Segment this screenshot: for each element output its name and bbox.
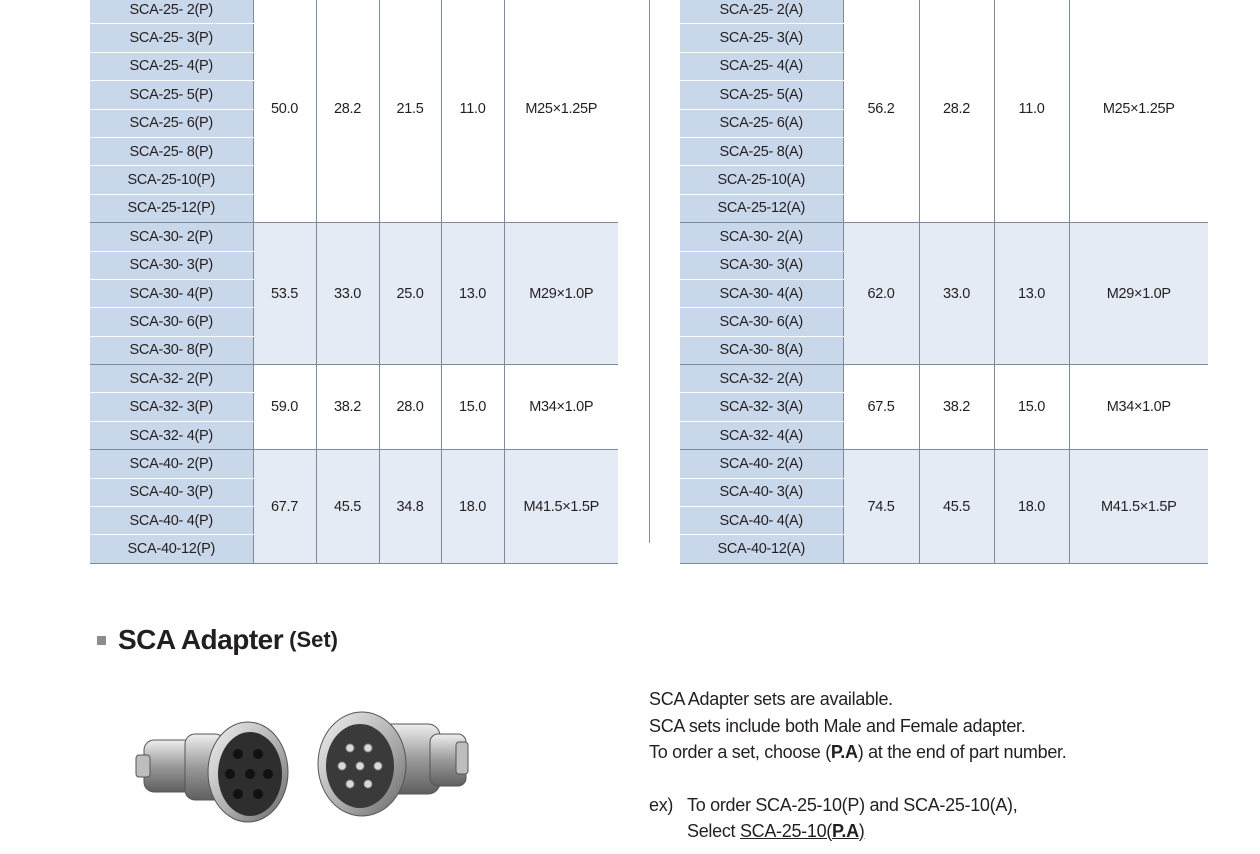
part-number-cell: SCA-25- 6(P)	[90, 109, 253, 137]
dimension-cell: 28.2	[316, 0, 379, 223]
example-part-number	[740, 821, 865, 841]
dimension-cell: 28.2	[919, 0, 994, 223]
thread-spec-cell: M34×1.0P	[504, 365, 618, 450]
dimension-cell: 59.0	[253, 365, 316, 450]
male-row	[90, 365, 618, 393]
part-number-cell: SCA-30- 4(P)	[90, 279, 253, 307]
part-number-cell: SCA-25- 3(P)	[90, 24, 253, 52]
part-number-cell: SCA-25-10(P)	[90, 166, 253, 194]
dimension-cell: 38.2	[919, 365, 994, 450]
thread-spec-cell: M41.5×1.5P	[504, 450, 618, 564]
dimension-cell: 67.7	[253, 450, 316, 564]
part-number-cell: SCA-30- 3(P)	[90, 251, 253, 279]
thread-spec-cell: M29×1.0P	[504, 223, 618, 365]
adapter-info	[649, 686, 1066, 845]
part-number-cell: SCA-25- 4(P)	[90, 52, 253, 80]
dimension-cell: 67.5	[843, 365, 919, 450]
part-number-cell: SCA-40-12(A)	[680, 535, 843, 563]
dimension-cell: 74.5	[843, 450, 919, 564]
dimension-cell: 56.2	[843, 0, 919, 223]
female-row	[680, 223, 1208, 251]
part-number-cell: SCA-30- 2(A)	[680, 223, 843, 251]
thread-spec-cell: M25×1.25P	[1069, 0, 1208, 223]
part-number-cell: SCA-30- 3(A)	[680, 251, 843, 279]
part-number-cell: SCA-32- 4(A)	[680, 421, 843, 449]
example-line-2	[649, 818, 1066, 845]
dimension-cell: 34.8	[379, 450, 441, 564]
dimension-cell: 38.2	[316, 365, 379, 450]
info-line-3-code: P.A	[830, 742, 858, 762]
part-number-cell: SCA-25- 2(P)	[90, 0, 253, 24]
dimension-cell: 33.0	[316, 223, 379, 365]
example-part-suffix: )	[858, 821, 865, 841]
part-number-cell: SCA-25- 8(P)	[90, 137, 253, 165]
part-number-cell: SCA-30- 4(A)	[680, 279, 843, 307]
info-line-1: SCA Adapter sets are available.	[649, 689, 893, 709]
part-number-cell: SCA-25-12(P)	[90, 194, 253, 222]
example-label: ex)	[649, 794, 674, 815]
part-number-cell: SCA-40- 2(P)	[90, 450, 253, 478]
part-number-cell: SCA-40- 4(P)	[90, 507, 253, 535]
dimension-cell: 45.5	[316, 450, 379, 564]
dimension-cell: 13.0	[441, 223, 504, 365]
part-number-cell: SCA-25- 2(A)	[680, 0, 843, 24]
dimension-cell: 53.5	[253, 223, 316, 365]
part-number-cell: SCA-30- 6(P)	[90, 308, 253, 336]
adapter-set-photo	[130, 700, 480, 840]
dimension-cell: 62.0	[843, 223, 919, 365]
dimension-cell: 18.0	[441, 450, 504, 564]
section-title: SCA Adapter	[118, 624, 284, 655]
section-heading	[97, 620, 338, 660]
male-row	[90, 450, 618, 478]
part-number-cell: SCA-25- 5(A)	[680, 81, 843, 109]
table-divider	[649, 0, 650, 543]
part-number-cell: SCA-40- 2(A)	[680, 450, 843, 478]
part-number-cell: SCA-32- 2(P)	[90, 365, 253, 393]
info-line-3	[649, 739, 1066, 766]
example-part-code: P.A	[831, 821, 859, 841]
part-number-cell: SCA-32- 4(P)	[90, 421, 253, 449]
part-number-cell: SCA-30- 8(P)	[90, 336, 253, 364]
part-number-cell: SCA-32- 3(A)	[680, 393, 843, 421]
dimension-cell: 45.5	[919, 450, 994, 564]
dimension-cell: 18.0	[994, 450, 1069, 564]
dimension-cell: 33.0	[919, 223, 994, 365]
male-spec-table	[90, 0, 618, 564]
male-adapter-icon	[318, 712, 468, 816]
part-number-cell: SCA-25- 8(A)	[680, 137, 843, 165]
example-select-label: Select	[687, 821, 740, 841]
example-line-1	[649, 792, 1066, 819]
dimension-cell: 50.0	[253, 0, 316, 223]
female-spec-table	[680, 0, 1208, 564]
bullet-square-icon	[97, 636, 106, 645]
dimension-cell: 11.0	[441, 0, 504, 223]
part-number-cell: SCA-25-12(A)	[680, 194, 843, 222]
part-number-cell: SCA-40- 4(A)	[680, 507, 843, 535]
part-number-cell: SCA-30- 6(A)	[680, 308, 843, 336]
example-part-prefix: SCA-25-10(	[739, 821, 832, 841]
example-text: To order SCA-25-10(P) and SCA-25-10(A),	[687, 794, 1018, 815]
dimension-cell: 15.0	[994, 365, 1069, 450]
female-row	[680, 450, 1208, 478]
thread-spec-cell: M25×1.25P	[504, 0, 618, 223]
part-number-cell: SCA-25-10(A)	[680, 166, 843, 194]
female-row	[680, 365, 1208, 393]
male-row	[90, 0, 618, 24]
thread-spec-cell: M34×1.0P	[1069, 365, 1208, 450]
part-number-cell: SCA-32- 2(A)	[680, 365, 843, 393]
dimension-cell: 25.0	[379, 223, 441, 365]
dimension-cell: 11.0	[994, 0, 1069, 223]
section-subtitle: (Set)	[289, 627, 339, 652]
part-number-cell: SCA-25- 5(P)	[90, 81, 253, 109]
part-number-cell: SCA-40- 3(A)	[680, 478, 843, 506]
part-number-cell: SCA-30- 2(P)	[90, 223, 253, 251]
part-number-cell: SCA-25- 4(A)	[680, 52, 843, 80]
part-number-cell: SCA-40- 3(P)	[90, 478, 253, 506]
thread-spec-cell: M41.5×1.5P	[1069, 450, 1208, 564]
info-line-3-pre: To order a set, choose (	[649, 742, 831, 762]
info-line-2: SCA sets include both Male and Female adapter.	[649, 715, 1026, 736]
male-row	[90, 223, 618, 251]
part-number-cell: SCA-30- 8(A)	[680, 336, 843, 364]
dimension-cell: 13.0	[994, 223, 1069, 365]
dimension-cell: 28.0	[379, 365, 441, 450]
female-adapter-icon	[136, 722, 288, 822]
part-number-cell: SCA-32- 3(P)	[90, 393, 253, 421]
dimension-cell: 15.0	[441, 365, 504, 450]
part-number-cell: SCA-25- 3(A)	[680, 24, 843, 52]
part-number-cell: SCA-25- 6(A)	[680, 109, 843, 137]
thread-spec-cell: M29×1.0P	[1069, 223, 1208, 365]
info-line-3-post: ) at the end of part number.	[857, 742, 1067, 762]
part-number-cell: SCA-40-12(P)	[90, 535, 253, 563]
dimension-cell: 21.5	[379, 0, 441, 223]
female-row	[680, 0, 1208, 24]
